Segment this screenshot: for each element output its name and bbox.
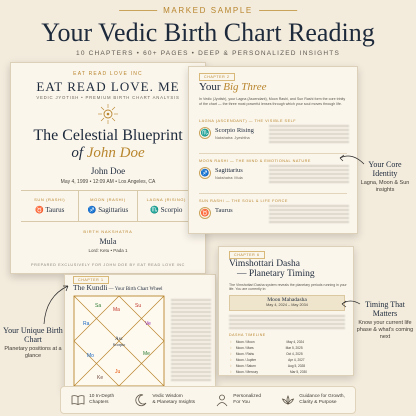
taurus-icon: ♉ [200, 209, 210, 217]
arrow-icon [336, 150, 366, 170]
planet-label: Ke [97, 375, 104, 381]
scorpio-icon: ♏ [200, 129, 210, 137]
cover-person: John Doe [90, 166, 126, 176]
sign-value: ♐ Sagittarius [87, 206, 129, 214]
cover-signs [21, 190, 195, 222]
planet-label: Ra [83, 321, 90, 327]
nakshatra-sub: Lord: Ketu • Pada 1 [88, 248, 128, 253]
callout-sub: Planetary positions at a glance [4, 346, 62, 359]
sign-value: ♉ Taurus [35, 206, 65, 214]
sagittarius-icon: ♐ [200, 169, 210, 177]
section-head-lagna: LAGNA (ASCENDANT) — THE VISIBLE SELF [199, 119, 297, 123]
timeline-row: ☽ Moon / Saturn Aug 5, 2028 [229, 363, 306, 368]
chapter-tag: CHAPTER 1 [73, 276, 109, 284]
callout-sub: Know your current life phase & what's coming next [356, 320, 414, 340]
dasha-page [218, 246, 354, 376]
lotus-icon [281, 393, 295, 407]
sign-name: Sagittarius [215, 167, 243, 174]
feature-guidance: Guidance for Growth, Clarity & Purpose [281, 393, 345, 407]
callout-title: Your Unique Birth Chart [3, 326, 63, 344]
blurred-text [269, 125, 349, 145]
chapter-tag: CHAPTER 6 [229, 251, 265, 259]
sign-row-sun [199, 207, 233, 219]
sign-row-moon [199, 167, 243, 180]
callout-birth-chart [2, 326, 64, 360]
big-three-heading: Your Big Three [199, 81, 267, 93]
callout-sub: Lagna, Moon & Sun insights [360, 180, 410, 193]
callout-title: Timing That Matters [365, 300, 405, 318]
kundli-center-sign: Scorpio [112, 342, 126, 347]
cover-title-of: of [71, 145, 83, 161]
nakshatra-value: Mula [99, 237, 117, 246]
current-dasha-dates: May 4, 2024 – May 2034 [266, 303, 308, 307]
sun-icon [97, 103, 119, 125]
page-title: Your Vedic Birth Chart Reading [41, 18, 375, 47]
badge-rule-left [119, 10, 157, 11]
badge-text: MARKED SAMPLE [163, 6, 253, 15]
callout-timing [356, 300, 414, 341]
cover-title-name-line [11, 145, 205, 162]
scorpio-icon: ♏ [150, 206, 159, 214]
kundli-center-asc: Asc [115, 337, 123, 342]
feature-vedic: Vedic Wisdom & Planetary Insights [134, 393, 195, 407]
section-head-moon: MOON RASHI — THE MIND & EMOTIONAL NATURE [199, 159, 311, 163]
blurred-table [171, 299, 211, 383]
current-dasha-name: Moon Mahadasha [267, 297, 307, 303]
callout-title: Your Core Identity [368, 160, 402, 178]
cover-page [10, 62, 206, 274]
taurus-icon: ♉ [35, 206, 44, 214]
planet-label: Me [143, 351, 150, 357]
page-subtitle: 10 CHAPTERS • 60+ PAGES • DEEP & PERSONALIZED INSIGHTS [76, 50, 340, 57]
marked-sample-badge [119, 6, 297, 15]
timeline-row: ☽ Moon / Moon May 4, 2024 [229, 339, 305, 344]
sign-row-lagna [199, 127, 254, 140]
timeline-label: DASHA TIMELINE [229, 333, 266, 337]
planet-label: Su [135, 303, 142, 309]
planet-label: Ve [145, 321, 151, 327]
sign-name: Taurus [215, 207, 233, 214]
sign-cell-lagna [138, 191, 195, 221]
sign-label: MOON (RASHI) [90, 197, 126, 202]
cover-brand: EAT READ LOVE. ME [36, 79, 180, 94]
feature-personalized: Personalized For You [215, 393, 261, 407]
planet-label: Sa [95, 303, 102, 309]
kundli-chart [73, 295, 165, 387]
divider [199, 193, 347, 194]
badge-rule-right [259, 10, 297, 11]
cover-footer: PREPARED EXCLUSIVELY FOR JOHN DOE BY EAT READ LOVE INC [31, 263, 185, 267]
arrow-icon [38, 282, 72, 326]
moon-icon: ☽ [229, 339, 232, 344]
timeline-row: ☽ Moon / Mercury Mar 5, 2030 [229, 369, 308, 374]
timeline-row: ☽ Moon / Mars Mar 5, 2025 [229, 345, 303, 350]
nakshatra-label: BIRTH NAKSHATRA [83, 229, 133, 234]
cover-title: The Celestial Blueprint [33, 127, 183, 144]
planet-label: Ju [115, 369, 121, 375]
current-dasha-box [229, 295, 345, 311]
sign-name: Scorpio Rising [215, 127, 254, 134]
cover-publisher: EAT READ LOVE INC [73, 71, 143, 77]
blurred-text [229, 315, 345, 329]
sign-nakshatra: Nakshatra: Mula [215, 176, 243, 180]
dasha-intro: The Vimshottari Dasha system reveals the planetary periods running in your life. You are currently in: [229, 283, 347, 292]
timeline-row: ☽ Moon / Rahu Oct 4, 2025 [229, 351, 303, 356]
feature-bar [60, 386, 356, 414]
sign-cell-moon [79, 191, 137, 221]
planet-label: Mo [87, 353, 94, 359]
cover-title-name: John Doe [86, 145, 145, 161]
kundli-title: The Kundli — Your Birth Chart Wheel [73, 283, 163, 292]
book-icon [71, 393, 85, 407]
divider [199, 153, 347, 154]
sign-nakshatra: Nakshatra: Jyeshtha [215, 136, 250, 140]
dasha-title: Vimshottari Dasha — Planetary Timing [229, 259, 315, 279]
moon-icon: ☽ [229, 345, 232, 350]
feature-chapters: 10 In-Depth Chapters [71, 393, 114, 407]
kundli-page [64, 274, 216, 392]
sagittarius-icon: ♐ [87, 206, 97, 214]
moon-icon: ☽ [229, 363, 232, 368]
moon-icon [134, 393, 148, 407]
person-icon [215, 393, 229, 407]
arrow-icon [340, 296, 362, 312]
sign-cell-sun [21, 191, 79, 221]
timeline-row: ☽ Moon / Jupiter Apr 4, 2027 [229, 357, 305, 362]
planet-label: Ma [113, 307, 120, 313]
section-head-sun: SUN RASHI — THE SOUL & LIFE FORCE [199, 199, 288, 203]
moon-icon: ☽ [229, 357, 232, 362]
moon-icon: ☽ [229, 351, 232, 356]
chapter-tag: CHAPTER 2 [199, 73, 235, 81]
big-three-intro: In Vedic (Jyotish), your Lagna (Ascendant), Moon Rashi, and Sun Rashi form the core trinity of the chart — the three most powerful lenses through which your soul moves through life. [199, 97, 346, 106]
sign-value: ♏ Scorpio [150, 206, 183, 214]
moon-icon: ☽ [229, 369, 232, 374]
cover-brand-sub: VEDIC JYOTISH • PREMIUM BIRTH CHART ANALYSIS [36, 95, 180, 100]
big-three-page [188, 66, 358, 234]
sign-label: SUN (RASHI) [34, 197, 66, 202]
blurred-text [269, 205, 349, 225]
cover-birth-details: May 4, 1999 • 12:09 AM • Los Angeles, CA [60, 179, 156, 185]
sign-label: LAGNA (RISING) [146, 197, 186, 202]
